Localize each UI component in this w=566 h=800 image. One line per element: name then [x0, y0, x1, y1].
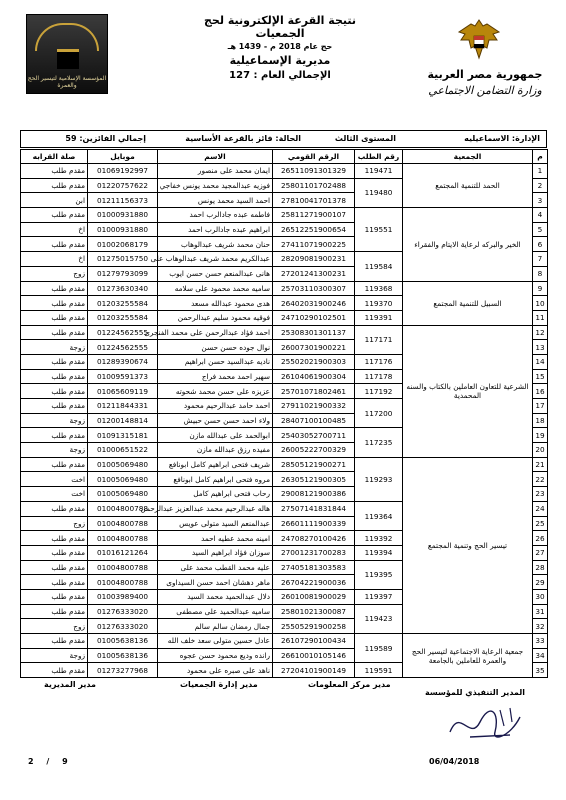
row-index: 11 [533, 310, 548, 325]
mobile-cell: 01224562555 [88, 325, 158, 340]
mobile-cell: 01004800788 [88, 516, 158, 531]
name-cell: فوقيه محمود سليم عبدالرحمن [158, 310, 273, 325]
request-number-cell: 117171 [355, 325, 403, 354]
national-id-cell: 26610010105146 [273, 648, 355, 663]
table-row [21, 208, 548, 223]
name-cell: مروه فتحى ابراهيم كامل ابونافع [158, 472, 273, 487]
row-index: 31 [533, 604, 548, 619]
row-index: 28 [533, 560, 548, 575]
relation-cell: مقدم طلب [21, 663, 88, 678]
name-cell: هاله عبدالرحيم محمد عبدالعزيز عبدالرحمن [158, 501, 273, 516]
row-index: 22 [533, 472, 548, 487]
relation-cell: مقدم طلب [21, 634, 88, 649]
directorate-label: مديرية الإسماعيلية [229, 54, 331, 67]
mobile-cell: 01005638136 [88, 648, 158, 663]
government-title: جمهورية مصر العربية [427, 68, 543, 81]
relation-cell: مقدم طلب [21, 281, 88, 296]
results-table [20, 149, 548, 678]
name-cell: سهير احمد محمد فراج [158, 369, 273, 384]
association-cell: جمعية الرعاية الاجتماعية لتيسير الحج والعمرة للعاملين بالجامعة [403, 634, 533, 678]
row-index: 14 [533, 354, 548, 369]
relation-cell: زوج [21, 266, 88, 281]
national-id-cell: 28505121900271 [273, 457, 355, 472]
name-cell: نوال جوده حسن حسن [158, 340, 273, 355]
request-number-cell: 119591 [355, 663, 403, 678]
row-index: 16 [533, 384, 548, 399]
name-cell: ابوالحمد على عبدالله مازن [158, 428, 273, 443]
national-id-cell: 26305121900305 [273, 472, 355, 487]
row-index: 8 [533, 266, 548, 281]
name-cell: احمد حامد عبدالرحيم محمود [158, 399, 273, 414]
row-index: 20 [533, 443, 548, 458]
relation-cell: مقدم طلب [21, 531, 88, 546]
foundation-logo [26, 14, 108, 94]
mobile-cell: 01004800788 [88, 575, 158, 590]
row-index: 12 [533, 325, 548, 340]
name-cell: ولاء احمد حسن حسن حبيش [158, 413, 273, 428]
association-cell: الشرعية للتعاون العاملين بالكتاب والسنه المحمدية [403, 325, 533, 457]
row-index: 4 [533, 208, 548, 223]
relation-cell: مقدم طلب [21, 604, 88, 619]
report-title: نتيجة القرعة الإلكترونية لحج الجمعيات [204, 14, 356, 40]
mobile-cell: 01016121264 [88, 545, 158, 560]
mobile-cell: 01009591373 [88, 369, 158, 384]
name-cell: جمال رمضان سالم سالم [158, 619, 273, 634]
name-cell: فوزيه عبدالمجيد محمد يونس خفاجي [158, 178, 273, 193]
mobile-cell: 01275015750 [88, 252, 158, 267]
national-id-cell: 26512251900654 [273, 222, 355, 237]
relation-cell: مقدم طلب [21, 545, 88, 560]
mobile-cell: 01069192997 [88, 164, 158, 179]
table-row [21, 164, 548, 179]
signature-associations-head: مدير إدارة الجمعيات [180, 680, 258, 689]
relation-cell: مقدم طلب [21, 296, 88, 311]
name-cell: ناهد على صبره على محمود [158, 663, 273, 678]
row-index: 7 [533, 252, 548, 267]
relation-cell: مقدم طلب [21, 354, 88, 369]
signature-info-center-head: مدير مركز المعلومات [308, 680, 391, 689]
national-id-cell: 27411071900225 [273, 237, 355, 252]
mobile-cell: 01000651522 [88, 443, 158, 458]
name-cell: هدى محمود عبدالله مسعد [158, 296, 273, 311]
national-id-cell: 28407100100485 [273, 413, 355, 428]
request-number-cell: 119471 [355, 164, 403, 179]
info-bar [20, 130, 547, 148]
mobile-cell: 01211844331 [88, 399, 158, 414]
national-id-cell: 26005222700329 [273, 443, 355, 458]
table-row [21, 325, 548, 340]
col-header-national-id: الرقم القومي [273, 150, 355, 164]
eagle-emblem-icon [455, 18, 503, 62]
mobile-cell: 01002068179 [88, 237, 158, 252]
mobile-cell: 01000931880 [88, 208, 158, 223]
relation-cell: ابن [21, 193, 88, 208]
relation-cell: مقدم طلب [21, 178, 88, 193]
col-header-relation: صلة القرابه [21, 150, 88, 164]
admin-label: الإدارة: الاسماعيليه [464, 134, 540, 143]
request-number-cell: 119392 [355, 531, 403, 546]
request-number-cell: 119368 [355, 281, 403, 296]
relation-cell: اخ [21, 222, 88, 237]
request-number-cell: 117192 [355, 384, 403, 399]
name-cell: رانده وديع محمود حسن عجوه [158, 648, 273, 663]
mobile-cell: 01065609119 [88, 384, 158, 399]
name-cell: ناديه عبدالسيد حسن ابراهيم [158, 354, 273, 369]
col-header-name: الاسم [158, 150, 273, 164]
relation-cell: مقدم طلب [21, 208, 88, 223]
relation-cell: مقدم طلب [21, 575, 88, 590]
name-cell: ماهر دهشان احمد حسن السيداوى [158, 575, 273, 590]
association-cell: الحمد للتنمية المجتمع [403, 164, 533, 208]
association-cell: السبيل للتنمية المجتمع [403, 281, 533, 325]
national-id-cell: 27001231700283 [273, 545, 355, 560]
name-cell: عزيزه على حسن محمد شحوته [158, 384, 273, 399]
mobile-cell: 01276333020 [88, 604, 158, 619]
mobile-cell: 01276333020 [88, 619, 158, 634]
relation-cell: زوج [21, 516, 88, 531]
row-index: 32 [533, 619, 548, 634]
national-id-cell: 25308301301137 [273, 325, 355, 340]
request-number-cell: 117176 [355, 354, 403, 369]
name-cell: عبدالمنعم السيد متولى عويس [158, 516, 273, 531]
print-date: 06/04/2018 [429, 757, 480, 766]
relation-cell: مقدم طلب [21, 399, 88, 414]
national-id-cell: 24708270100426 [273, 531, 355, 546]
national-id-cell: 25502021900303 [273, 354, 355, 369]
national-id-cell: 26104061900304 [273, 369, 355, 384]
name-cell: رحاب فتحى ابراهيم كامل [158, 487, 273, 502]
relation-cell: مقدم طلب [21, 325, 88, 340]
row-index: 15 [533, 369, 548, 384]
row-index: 9 [533, 281, 548, 296]
mobile-cell: 01000931880 [88, 222, 158, 237]
relation-cell: زوجة [21, 340, 88, 355]
national-id-cell: 27810041701378 [273, 193, 355, 208]
status-label: الحالة: فائز بالقرعة الأساسية [185, 134, 301, 143]
request-number-cell: 119370 [355, 296, 403, 311]
national-id-cell: 27204101900149 [273, 663, 355, 678]
national-id-cell: 25801021300087 [273, 604, 355, 619]
request-number-cell: 119589 [355, 634, 403, 663]
national-id-cell: 26010081900029 [273, 589, 355, 604]
national-id-cell: 26402031900246 [273, 296, 355, 311]
row-index: 23 [533, 487, 548, 502]
mobile-cell: 01203255584 [88, 310, 158, 325]
row-index: 13 [533, 340, 548, 355]
row-index: 27 [533, 545, 548, 560]
relation-cell: مقدم طلب [21, 428, 88, 443]
handwritten-signature [440, 702, 540, 747]
name-cell: ابراهيم عبده جادالرب احمد [158, 222, 273, 237]
relation-cell: اخت [21, 487, 88, 502]
request-number-cell: 119423 [355, 604, 403, 633]
request-number-cell: 119397 [355, 589, 403, 604]
row-index: 3 [533, 193, 548, 208]
national-id-cell: 28209081900231 [273, 252, 355, 267]
national-id-cell: 29008121900386 [273, 487, 355, 502]
page-total: 9 [62, 757, 68, 766]
relation-cell: مقدم طلب [21, 164, 88, 179]
row-index: 6 [533, 237, 548, 252]
request-number-cell: 117200 [355, 399, 403, 428]
name-cell: احمد فؤاد عبدالرحمن على محمد الفنجرى [158, 325, 273, 340]
request-number-cell: 119480 [355, 178, 403, 207]
relation-cell: مقدم طلب [21, 237, 88, 252]
row-index: 5 [533, 222, 548, 237]
row-index: 34 [533, 648, 548, 663]
name-cell: احمد السيد محمد يونس [158, 193, 273, 208]
mobile-cell: 01211156373 [88, 193, 158, 208]
name-cell: مفيده رزق عبدالله مازن [158, 443, 273, 458]
table-header-row [21, 150, 548, 164]
mobile-cell: 01224562555 [88, 340, 158, 355]
mobile-cell: 01273277968 [88, 663, 158, 678]
row-index: 21 [533, 457, 548, 472]
mobile-cell: 01005638136 [88, 634, 158, 649]
col-header-request-no: رقم الطلب [355, 150, 403, 164]
name-cell: عادل حسين متولى سعد خلف الله [158, 634, 273, 649]
table-row [21, 281, 548, 296]
row-index: 2 [533, 178, 548, 193]
request-number-cell: 119551 [355, 208, 403, 252]
association-cell: الخير والبركه لرعاية الايتام والفقراء [403, 208, 533, 281]
relation-cell: اخ [21, 252, 88, 267]
report-header [190, 14, 370, 81]
mobile-cell: 01004800788 [88, 531, 158, 546]
request-number-cell: 119395 [355, 560, 403, 589]
name-cell: سوزان فؤاد ابراهيم السيد [158, 545, 273, 560]
request-number-cell: 119394 [355, 545, 403, 560]
mobile-cell: 01005069480 [88, 457, 158, 472]
mobile-cell: 01279793099 [88, 266, 158, 281]
name-cell: عليه محمد القطب محمد على [158, 560, 273, 575]
national-id-cell: 25703110300307 [273, 281, 355, 296]
mobile-cell: 01003989400 [88, 589, 158, 604]
row-index: 30 [533, 589, 548, 604]
national-id-cell: 27507141831844 [273, 501, 355, 516]
request-number-cell: 117178 [355, 369, 403, 384]
relation-cell: زوج [21, 619, 88, 634]
name-cell: هانى عبدالمنعم حسن حسن ايوب [158, 266, 273, 281]
national-id-cell: 25701071802461 [273, 384, 355, 399]
logo-caption: المؤسسة الإسلامية لتيسير الحج والعمرة [27, 75, 107, 89]
row-index: 10 [533, 296, 548, 311]
grand-total: الإجمالي العام : 127 [229, 70, 331, 81]
name-cell: امينه محمد عطيه احمد [158, 531, 273, 546]
name-cell: شريف فتحى ابراهيم كامل ابونافع [158, 457, 273, 472]
table-row [21, 634, 548, 649]
relation-cell: زوجة [21, 443, 88, 458]
relation-cell: مقدم طلب [21, 310, 88, 325]
association-cell: تيسير الحج وتنمية المجتمع [403, 457, 533, 633]
name-cell: دلال عبدالحميد محمد السيد [158, 589, 273, 604]
row-index: 33 [533, 634, 548, 649]
mobile-cell: 01005069480 [88, 487, 158, 502]
signature-directorate-head: مدير المديرية [44, 680, 96, 689]
relation-cell: مقدم طلب [21, 560, 88, 575]
relation-cell: مقدم طلب [21, 384, 88, 399]
arch-graphic [35, 23, 99, 51]
row-index: 24 [533, 501, 548, 516]
relation-cell: اخت [21, 472, 88, 487]
col-header-mobile: موبايل [88, 150, 158, 164]
ministry-name: وزارة التضامن الاجتماعي [428, 84, 542, 97]
row-index: 17 [533, 399, 548, 414]
national-id-cell: 26704221900036 [273, 575, 355, 590]
national-id-cell: 25801101702488 [273, 178, 355, 193]
mobile-cell: 01289390674 [88, 354, 158, 369]
mobile-cell: 01005069480 [88, 472, 158, 487]
relation-cell: مقدم طلب [21, 501, 88, 516]
relation-cell: مقدم طلب [21, 589, 88, 604]
relation-cell: زوجة [21, 648, 88, 663]
national-id-cell: 26107290100434 [273, 634, 355, 649]
national-id-cell: 27911021900332 [273, 399, 355, 414]
national-id-cell: 27405181303583 [273, 560, 355, 575]
mobile-cell: 01200148814 [88, 413, 158, 428]
request-number-cell: 119391 [355, 310, 403, 325]
name-cell: فاطمه عبده جادالرب احمد [158, 208, 273, 223]
national-id-cell: 26601111900339 [273, 516, 355, 531]
request-number-cell: 119293 [355, 457, 403, 501]
level-label: المستوى الثالث [334, 134, 396, 143]
kaaba-icon [57, 49, 79, 69]
row-index: 19 [533, 428, 548, 443]
name-cell: حنان محمد شريف عبدالوهاب [158, 237, 273, 252]
national-id-cell: 26007301900221 [273, 340, 355, 355]
executive-manager-title: المدير التنفيذي للمؤسسة [425, 688, 526, 697]
national-id-cell: 25505291900258 [273, 619, 355, 634]
row-index: 18 [533, 413, 548, 428]
name-cell: ساميه محمد محمود على سلامه [158, 281, 273, 296]
row-index: 35 [533, 663, 548, 678]
table-body [21, 164, 548, 678]
national-id-cell: 25403052700711 [273, 428, 355, 443]
page-current: 2 [28, 757, 34, 766]
mobile-cell: 01004800788 [88, 501, 158, 516]
row-index: 1 [533, 164, 548, 179]
national-id-cell: 27201241300231 [273, 266, 355, 281]
table-row [21, 457, 548, 472]
row-index: 26 [533, 531, 548, 546]
name-cell: ايمان محمد على منصور [158, 164, 273, 179]
relation-cell: مقدم طلب [21, 369, 88, 384]
mobile-cell: 01273630340 [88, 281, 158, 296]
season-label: حج عام 2018 م - 1439 هـ [227, 42, 333, 51]
row-index: 25 [533, 516, 548, 531]
col-header-index: م [533, 150, 548, 164]
national-id-cell: 24710290102501 [273, 310, 355, 325]
relation-cell: مقدم طلب [21, 457, 88, 472]
request-number-cell: 119584 [355, 252, 403, 281]
name-cell: عبدالكريم محمد شريف عبدالوهاب على [158, 252, 273, 267]
winners-count: إجمالي الفائزين: 59 [65, 134, 146, 143]
mobile-cell: 01091315181 [88, 428, 158, 443]
mobile-cell: 01203255584 [88, 296, 158, 311]
relation-cell: زوجة [21, 413, 88, 428]
col-header-association: الجمعية [403, 150, 533, 164]
request-number-cell: 117235 [355, 428, 403, 457]
mobile-cell: 01220757622 [88, 178, 158, 193]
row-index: 29 [533, 575, 548, 590]
mobile-cell: 01004800788 [88, 560, 158, 575]
request-number-cell: 119364 [355, 501, 403, 530]
national-id-cell: 26511091301329 [273, 164, 355, 179]
page-indicator: 2 / 9 [28, 757, 68, 766]
national-id-cell: 25811271900107 [273, 208, 355, 223]
name-cell: ساميه عبدالحميد على مصطفى [158, 604, 273, 619]
